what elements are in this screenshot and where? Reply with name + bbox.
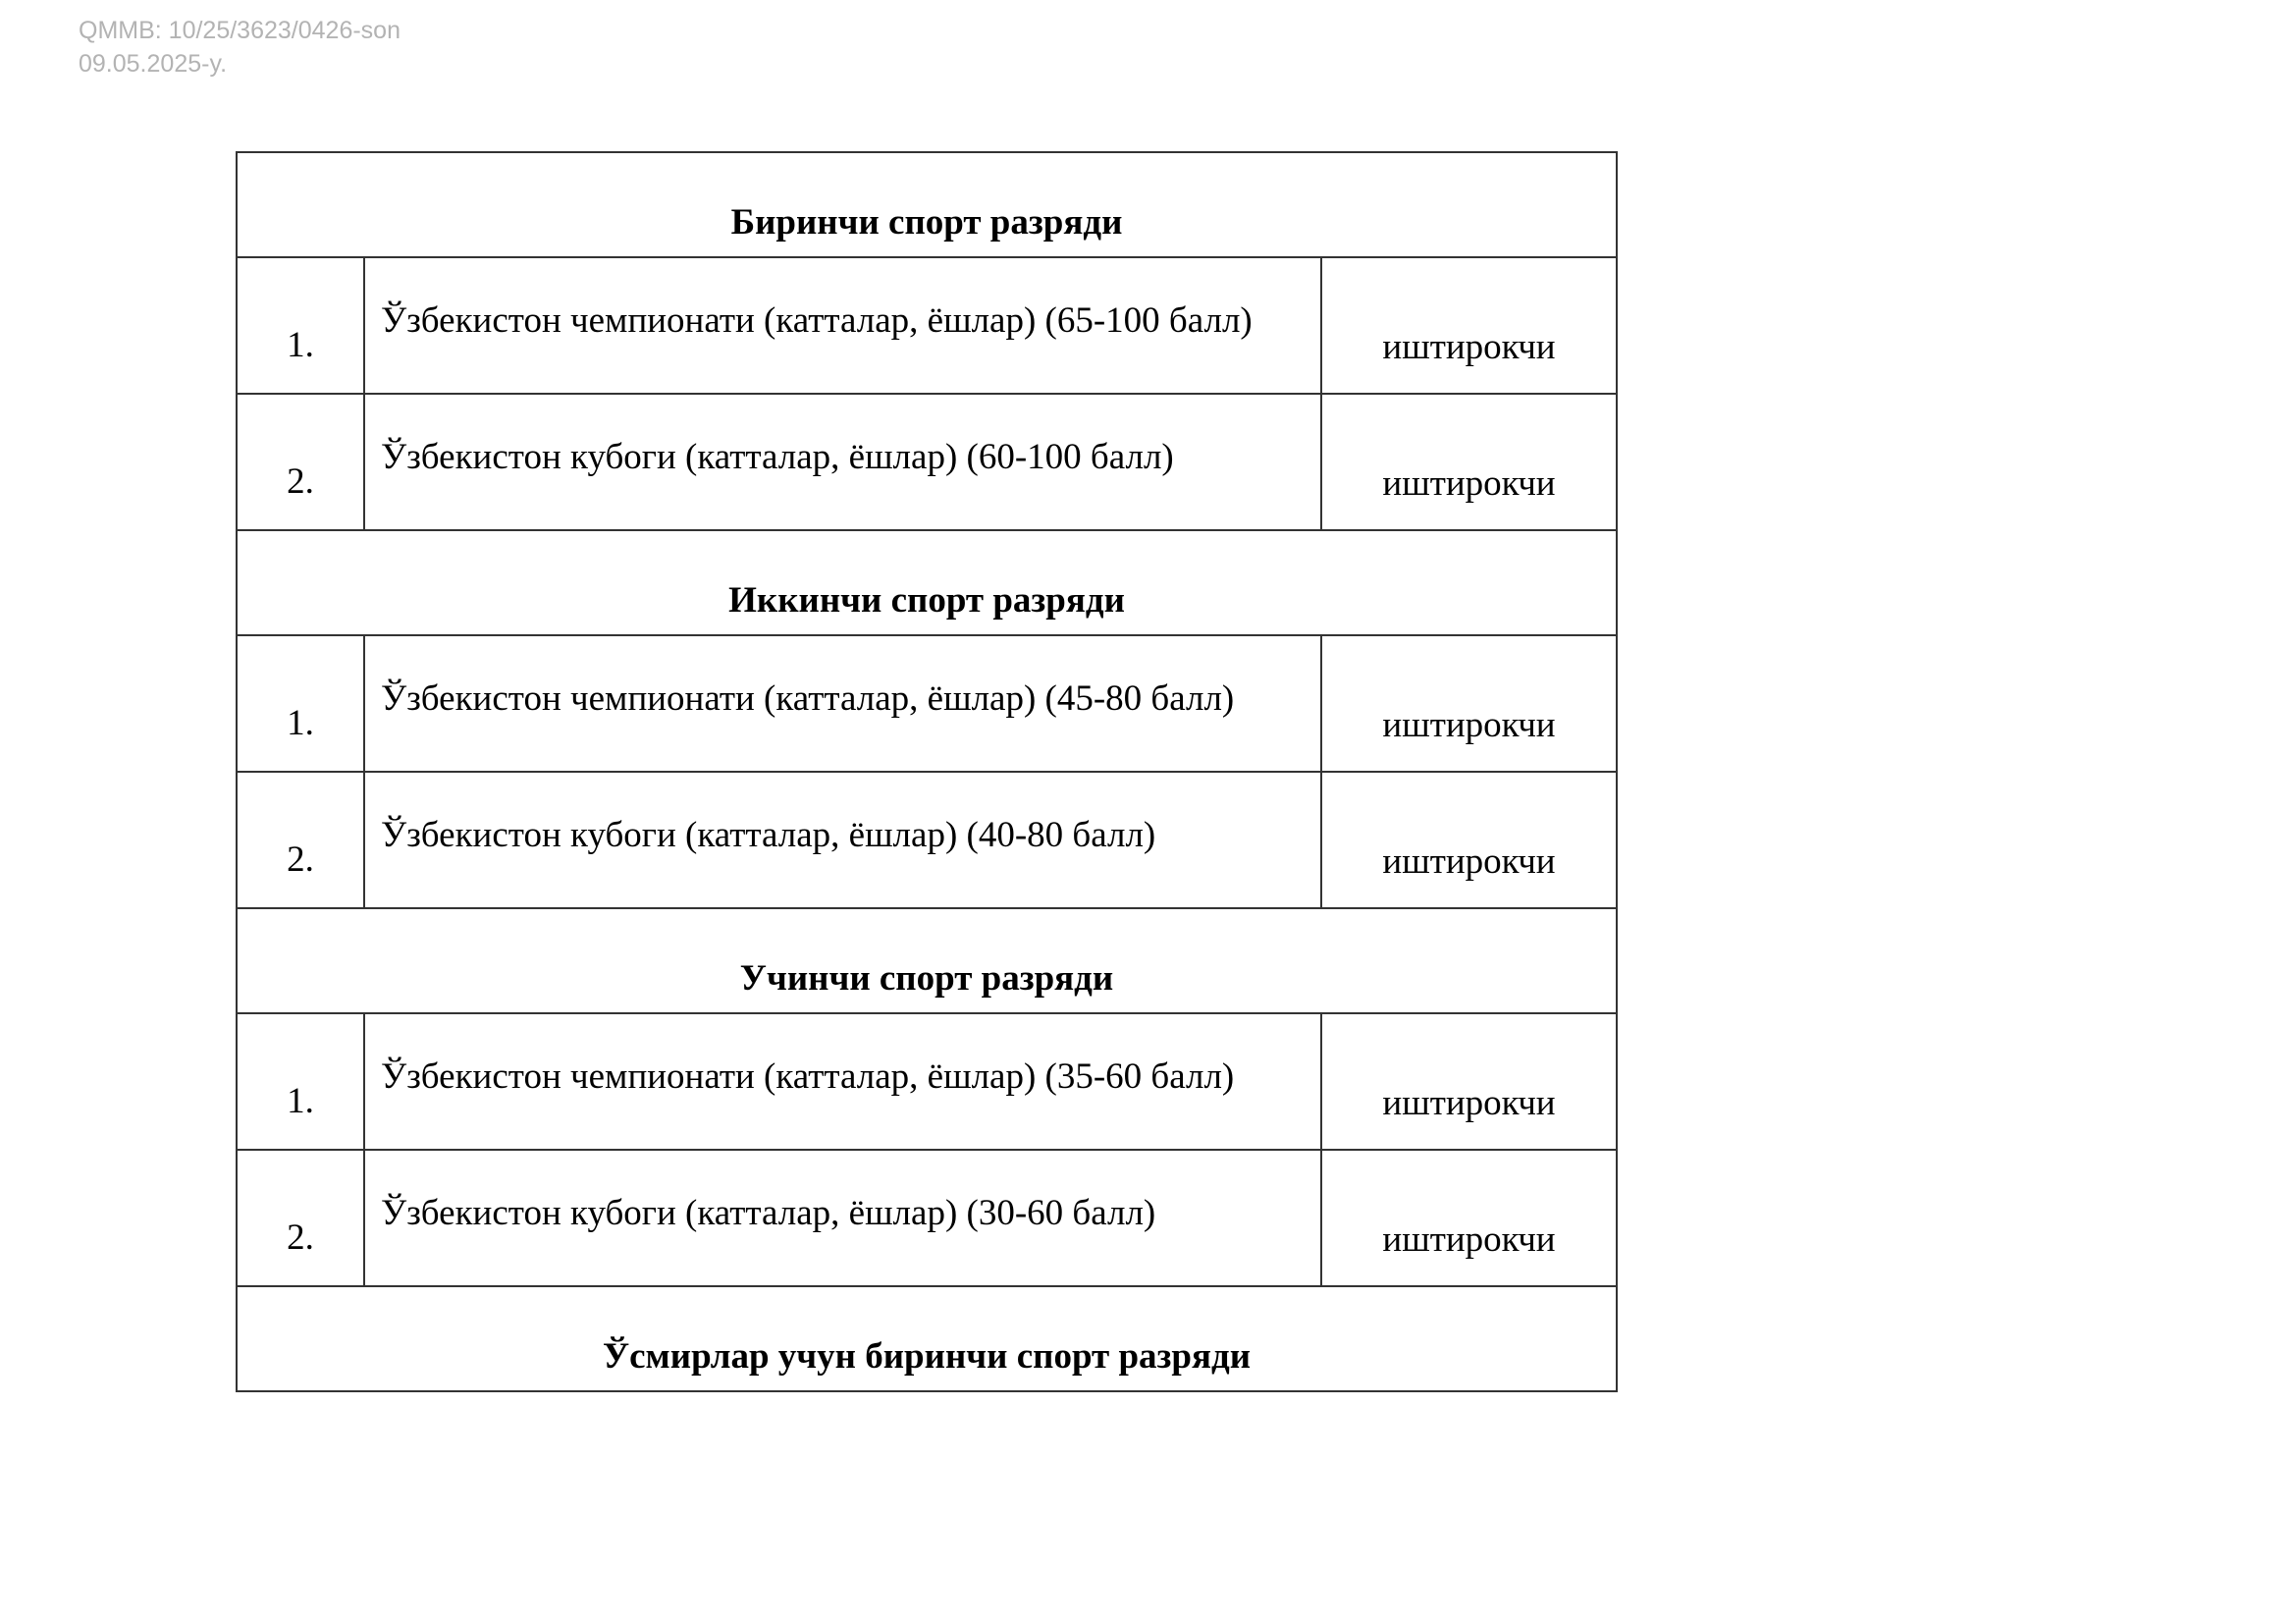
participant-role: иштирокчи <box>1321 257 1617 394</box>
section-header-row <box>237 530 1617 635</box>
section-title: Ўсмирлар учун биринчи спорт разряди <box>237 1286 1617 1391</box>
event-name: Ўзбекистон чемпионати (катталар, ёшлар) (45-80 балл) <box>364 635 1321 772</box>
row-number: 1. <box>237 1013 364 1150</box>
participant-role: иштирокчи <box>1321 635 1617 772</box>
table-row <box>237 1013 1617 1150</box>
section-header-row <box>237 152 1617 257</box>
row-number: 2. <box>237 772 364 908</box>
participant-role: иштирокчи <box>1321 1150 1617 1286</box>
event-name: Ўзбекистон кубоги (катталар, ёшлар) (30-60 балл) <box>364 1150 1321 1286</box>
table-row <box>237 257 1617 394</box>
row-number: 2. <box>237 1150 364 1286</box>
participant-role: иштирокчи <box>1321 1013 1617 1150</box>
section-header-row <box>237 908 1617 1013</box>
participant-role: иштирокчи <box>1321 394 1617 530</box>
table-row <box>237 635 1617 772</box>
row-number: 1. <box>237 257 364 394</box>
event-name: Ўзбекистон кубоги (катталар, ёшлар) (40-80 балл) <box>364 772 1321 908</box>
row-number: 1. <box>237 635 364 772</box>
registration-number: QMMB: 10/25/3623/0426-son <box>79 17 400 44</box>
section-title: Биринчи спорт разряди <box>237 152 1617 257</box>
document-header <box>79 14 400 81</box>
event-name: Ўзбекистон чемпионати (катталар, ёшлар) (35-60 балл) <box>364 1013 1321 1150</box>
participant-role: иштирокчи <box>1321 772 1617 908</box>
table-row <box>237 394 1617 530</box>
row-number: 2. <box>237 394 364 530</box>
event-name: Ўзбекистон кубоги (катталар, ёшлар) (60-100 балл) <box>364 394 1321 530</box>
table-row <box>237 772 1617 908</box>
section-title: Иккинчи спорт разряди <box>237 530 1617 635</box>
table-row <box>237 1150 1617 1286</box>
sport-rank-table <box>236 151 1618 1392</box>
registration-date: 09.05.2025-y. <box>79 50 228 78</box>
section-title: Учинчи спорт разряди <box>237 908 1617 1013</box>
event-name: Ўзбекистон чемпионати (катталар, ёшлар) (65-100 балл) <box>364 257 1321 394</box>
section-header-row <box>237 1286 1617 1391</box>
